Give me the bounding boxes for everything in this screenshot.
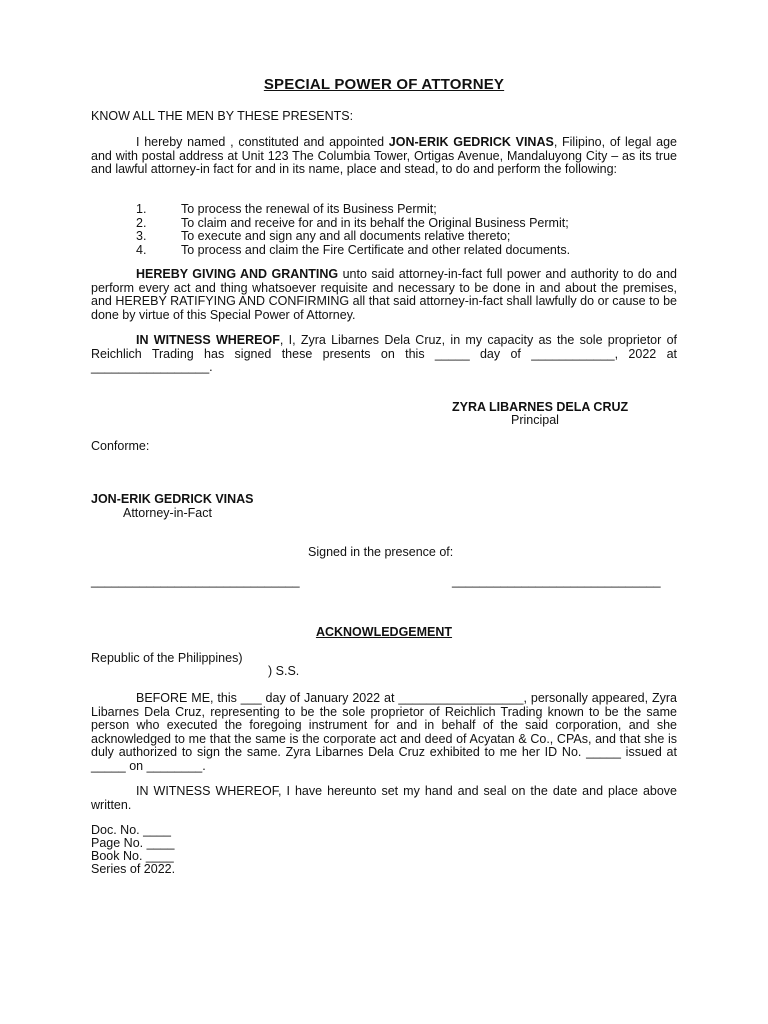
- republic-line: Republic of the Philippines): [91, 651, 243, 665]
- appointment-suffix: , Filipino, of legal age and with postal address at Unit 123 The Columbia Tower, Ortigas Avenue, Mandaluyong City – as its true and lawful attorney-in fact for and in its name, place and stead, to do and perform the following:: [91, 135, 677, 176]
- witness-signature-line-left: ______________________________: [91, 574, 300, 588]
- acknowledgement-witness-paragraph: IN WITNESS WHEREOF, I have hereunto set my hand and seal on the date and place above written.: [91, 784, 677, 812]
- witness-paragraph: [91, 334, 677, 375]
- witness-text: , I, Zyra Libarnes Dela Cruz, in my capacity as the sole proprietor of Reichlich Trading has signed these presents on this _____ day of ____________, 2022 at _________________.: [91, 333, 677, 374]
- ss-line: ) S.S.: [268, 664, 300, 678]
- acknowledgement-title: ACKNOWLEDGEMENT: [315, 625, 453, 639]
- list-item: 2. To claim and receive for and in its behalf the Original Business Permit;: [136, 215, 569, 230]
- powers-list: [136, 203, 570, 257]
- granting-bold: HEREBY GIVING AND GRANTING: [136, 267, 339, 281]
- witness-signature-line-right: ______________________________: [452, 574, 661, 588]
- list-item: 3. To execute and sign any and all documents relative thereto;: [136, 229, 511, 243]
- intro-line: KNOW ALL THE MEN BY THESE PRESENTS:: [91, 109, 354, 123]
- appointment-prefix: I hereby named , constituted and appointed: [136, 135, 389, 149]
- principal-role: Principal: [511, 413, 559, 427]
- page-no: Page No. ____: [91, 836, 175, 850]
- attorney-role: Attorney-in-Fact: [123, 506, 212, 520]
- series: Series of 2022.: [91, 862, 176, 876]
- signed-presence-label: Signed in the presence of:: [308, 545, 454, 559]
- principal-name: ZYRA LIBARNES DELA CRUZ: [452, 400, 629, 414]
- list-item: 1. To process the renewal of its Business Permit;: [136, 202, 437, 216]
- granting-text: unto said attorney-in-fact full power and authority to do and perform every act and thing whatsoever requisite and necessary to be done in and about the premises, and HEREBY RATIFYING AND CONFIRMING all that said attorney-in-fact shall lawfully do or cause to be done by virtue of this Special Power of Attorney.: [91, 267, 677, 322]
- appointment-paragraph: [91, 136, 677, 177]
- document-title: SPECIAL POWER OF ATTORNEY: [263, 76, 505, 93]
- acknowledgement-paragraph: BEFORE ME, this ___ day of January 2022 at __________________, personally appeared, Zyra Libarnes Dela Cruz, representing to be the sole proprietor of Reichlich Trading known to be the same person who executed the foregoing instrument for and in behalf of the said corporation, and she acknowledged to me that the same is the corporate act and deed of Acyatan & Co., CPAs, and that she is duly authorized to sign the same. Zyra Libarnes Dela Cruz exhibited to me her ID No. _____ issued at _____ on ________.: [91, 691, 677, 773]
- book-no: Book No. ____: [91, 849, 174, 863]
- list-item: 4. To process and claim the Fire Certificate and other related documents.: [136, 242, 571, 257]
- witness-bold: IN WITNESS WHEREOF: [136, 333, 280, 347]
- granting-paragraph: [91, 268, 677, 322]
- attorney-name: JON-ERIK GEDRICK VINAS: [91, 492, 254, 506]
- attorney-name-inline: JON-ERIK GEDRICK VINAS: [388, 135, 554, 149]
- conforme-label: Conforme:: [91, 439, 150, 453]
- doc-no: Doc. No. ____: [91, 823, 171, 837]
